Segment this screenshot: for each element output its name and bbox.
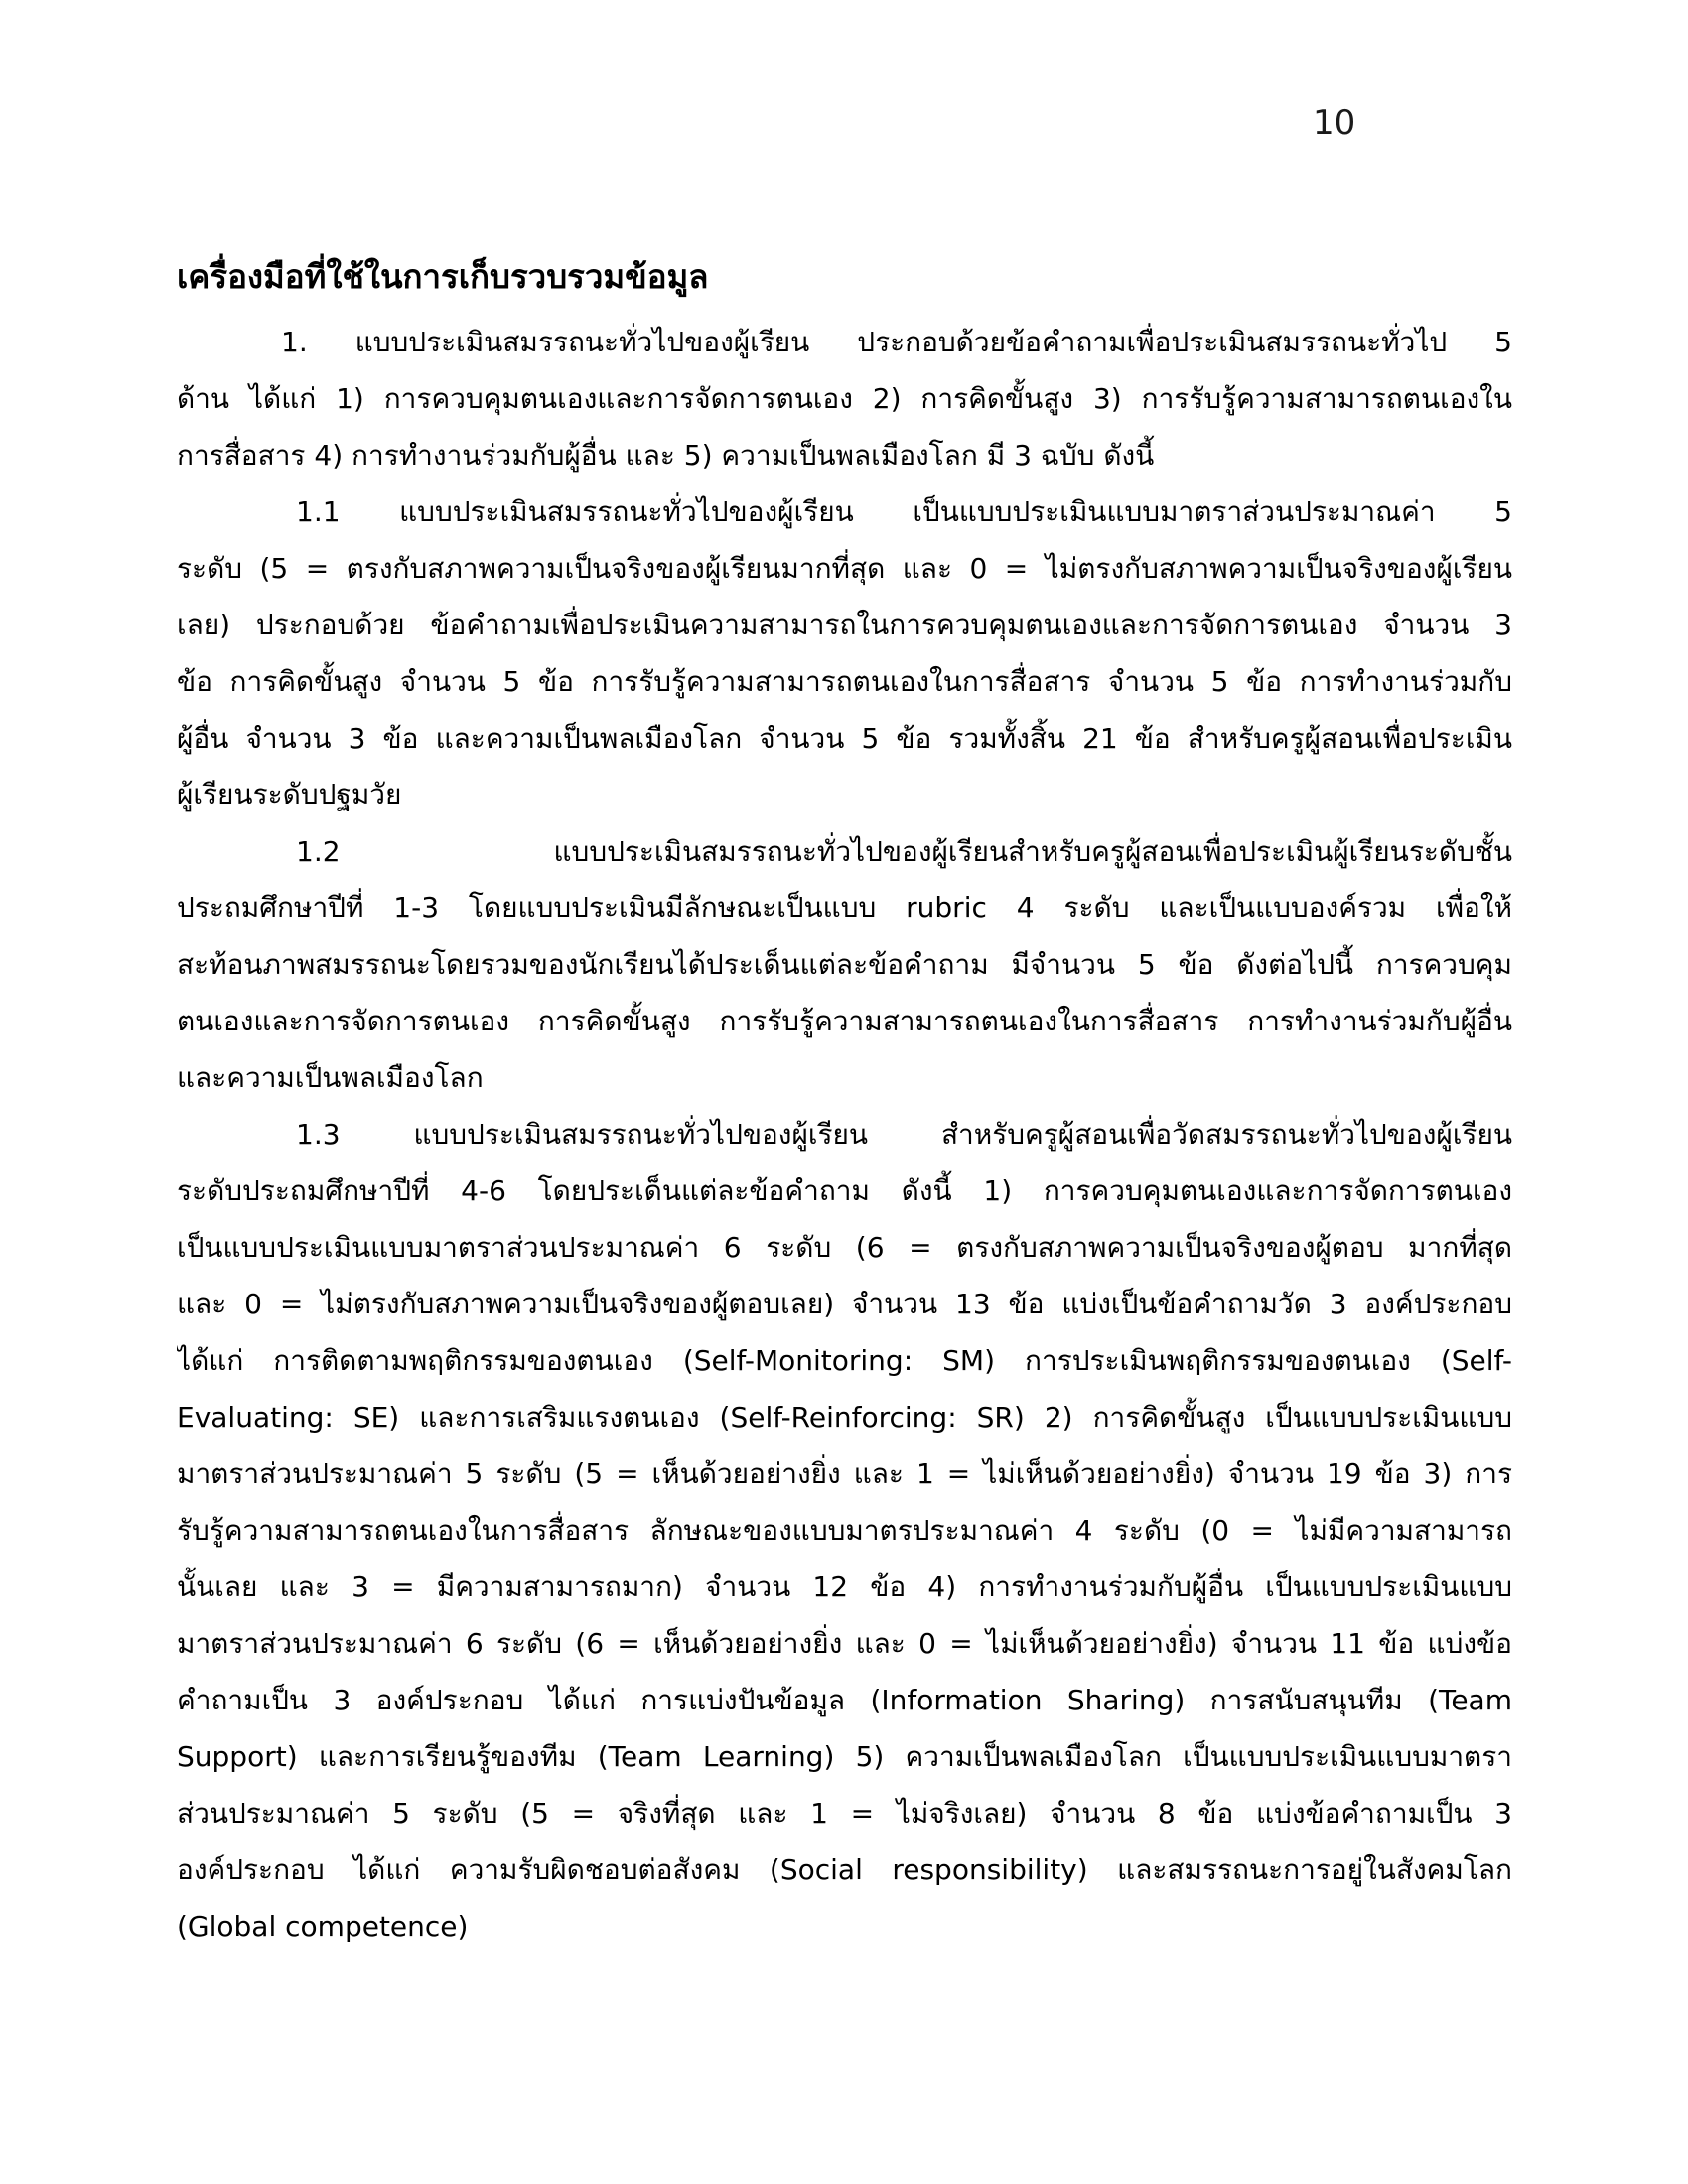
text-line: คำถามเป็น 3 องค์ประกอบ ได้แก่ การแบ่งปันข้อมูล (Information Sharing) การสนับสนุนทีม (Team xyxy=(177,1684,1512,1716)
paragraphs xyxy=(177,314,1512,1955)
text-line: ด้าน ได้แก่ 1) การควบคุมตนเองและการจัดการตนเอง 2) การคิดขั้นสูง 3) การรับรู้ความสามารถตนเองใน xyxy=(177,382,1512,415)
paragraph xyxy=(177,823,1512,1106)
text-line: 1.1 แบบประเมินสมรรถนะทั่วไปของผู้เรียน เป็นแบบประเมินแบบมาตราส่วนประมาณค่า 5 xyxy=(296,495,1512,528)
text-line: 1.2 แบบประเมินสมรรถนะทั่วไปของผู้เรียนสำหรับครูผู้สอนเพื่อประเมินผู้เรียนระดับชั้น xyxy=(296,835,1512,868)
section-heading: เครื่องมือที่ใช้ในการเก็บรวบรวมข้อมูล xyxy=(177,257,709,296)
text-line: มาตราส่วนประมาณค่า 6 ระดับ (6 = เห็นด้วยอย่างยิ่ง และ 0 = ไม่เห็นด้วยอย่างยิ่ง) จำนวน 11 ข้อ แบ่งข้อ xyxy=(177,1627,1512,1660)
paragraph xyxy=(177,483,1512,823)
text-line: Support) และการเรียนรู้ของทีม (Team Learning) 5) ความเป็นพลเมืองโลก เป็นแบบประเมินแบบมาตรา xyxy=(177,1740,1512,1773)
text-line: นั้นเลย และ 3 = มีความสามารถมาก) จำนวน 12 ข้อ 4) การทำงานร่วมกับผู้อื่น เป็นแบบประเมินแบบ xyxy=(177,1570,1512,1603)
paragraph xyxy=(177,1106,1512,1955)
text-line: การสื่อสาร 4) การทำงานร่วมกับผู้อื่น และ 5) ความเป็นพลเมืองโลก มี 3 ฉบับ ดังนี้ xyxy=(177,439,1155,472)
text-line: ประถมศึกษาปีที่ 1-3 โดยแบบประเมินมีลักษณะเป็นแบบ rubric 4 ระดับ และเป็นแบบองค์รวม เพื่อให้ xyxy=(177,891,1512,924)
text-line: องค์ประกอบ ได้แก่ ความรับผิดชอบต่อสังคม (Social responsibility) และสมรรถนะการอยู่ในสังคมโลก xyxy=(177,1853,1512,1886)
text-line: รับรู้ความสามารถตนเองในการสื่อสาร ลักษณะของแบบมาตรประมาณค่า 4 ระดับ (0 = ไม่มีความสามารถ xyxy=(177,1514,1512,1547)
text-line: สะท้อนภาพสมรรถนะโดยรวมของนักเรียนได้ประเด็นแต่ละข้อคำถาม มีจำนวน 5 ข้อ ดังต่อไปนี้ การควบคุม xyxy=(177,948,1512,981)
text-line: (Global competence) xyxy=(177,1910,469,1943)
text-line: เป็นแบบประเมินแบบมาตราส่วนประมาณค่า 6 ระดับ (6 = ตรงกับสภาพความเป็นจริงของผู้ตอบ มากที่สุด xyxy=(177,1231,1512,1264)
text-line: ผู้เรียนระดับปฐมวัย xyxy=(177,778,402,811)
text-line: 1. แบบประเมินสมรรถนะทั่วไปของผู้เรียน ประกอบด้วยข้อคำถามเพื่อประเมินสมรรถนะทั่วไป 5 xyxy=(281,326,1512,358)
text-line: 1.3 แบบประเมินสมรรถนะทั่วไปของผู้เรียน สำหรับครูผู้สอนเพื่อวัดสมรรถนะทั่วไปของผู้เรียน xyxy=(296,1118,1512,1151)
text-line: ตนเองและการจัดการตนเอง การคิดขั้นสูง การรับรู้ความสามารถตนเองในการสื่อสาร การทำงานร่วมกับผู้อื่น xyxy=(177,1005,1512,1037)
text-line: ระดับ (5 = ตรงกับสภาพความเป็นจริงของผู้เรียนมากที่สุด และ 0 = ไม่ตรงกับสภาพความเป็นจริงของผู้เรียน xyxy=(177,552,1512,585)
paragraph xyxy=(177,314,1512,483)
text-line: เลย) ประกอบด้วย ข้อคำถามเพื่อประเมินความสามารถในการควบคุมตนเองและการจัดการตนเอง จำนวน 3 xyxy=(177,609,1512,641)
page-number: 10 xyxy=(1313,103,1356,143)
text-line: Evaluating: SE) และการเสริมแรงตนเอง (Self-Reinforcing: SR) 2) การคิดขั้นสูง เป็นแบบประเมินแบบ xyxy=(177,1401,1512,1433)
text-line: ผู้อื่น จำนวน 3 ข้อ และความเป็นพลเมืองโลก จำนวน 5 ข้อ รวมทั้งสิ้น 21 ข้อ สำหรับครูผู้สอนเพื่อประเมิน xyxy=(177,722,1512,754)
text-line: และความเป็นพลเมืองโลก xyxy=(177,1061,484,1094)
text-line: และ 0 = ไม่ตรงกับสภาพความเป็นจริงของผู้ตอบเลย) จำนวน 13 ข้อ แบ่งเป็นข้อคำถามวัด 3 องค์ประกอบ xyxy=(177,1288,1512,1320)
text-line: ข้อ การคิดขั้นสูง จำนวน 5 ข้อ การรับรู้ความสามารถตนเองในการสื่อสาร จำนวน 5 ข้อ การทำงานร่วมกับ xyxy=(177,665,1512,698)
text-line: ได้แก่ การติดตามพฤติกรรมของตนเอง (Self-Monitoring: SM) การประเมินพฤติกรรมของตนเอง (Self- xyxy=(177,1344,1512,1377)
text-line: มาตราส่วนประมาณค่า 5 ระดับ (5 = เห็นด้วยอย่างยิ่ง และ 1 = ไม่เห็นด้วยอย่างยิ่ง) จำนวน 19 ข้อ 3) การ xyxy=(177,1457,1512,1490)
text-line: ระดับประถมศึกษาปีที่ 4-6 โดยประเด็นแต่ละข้อคำถาม ดังนี้ 1) การควบคุมตนเองและการจัดการตนเอง xyxy=(177,1174,1512,1207)
text-line: ส่วนประมาณค่า 5 ระดับ (5 = จริงที่สุด และ 1 = ไม่จริงเลย) จำนวน 8 ข้อ แบ่งข้อคำถามเป็น 3 xyxy=(177,1797,1512,1830)
page-content xyxy=(177,246,1512,1955)
